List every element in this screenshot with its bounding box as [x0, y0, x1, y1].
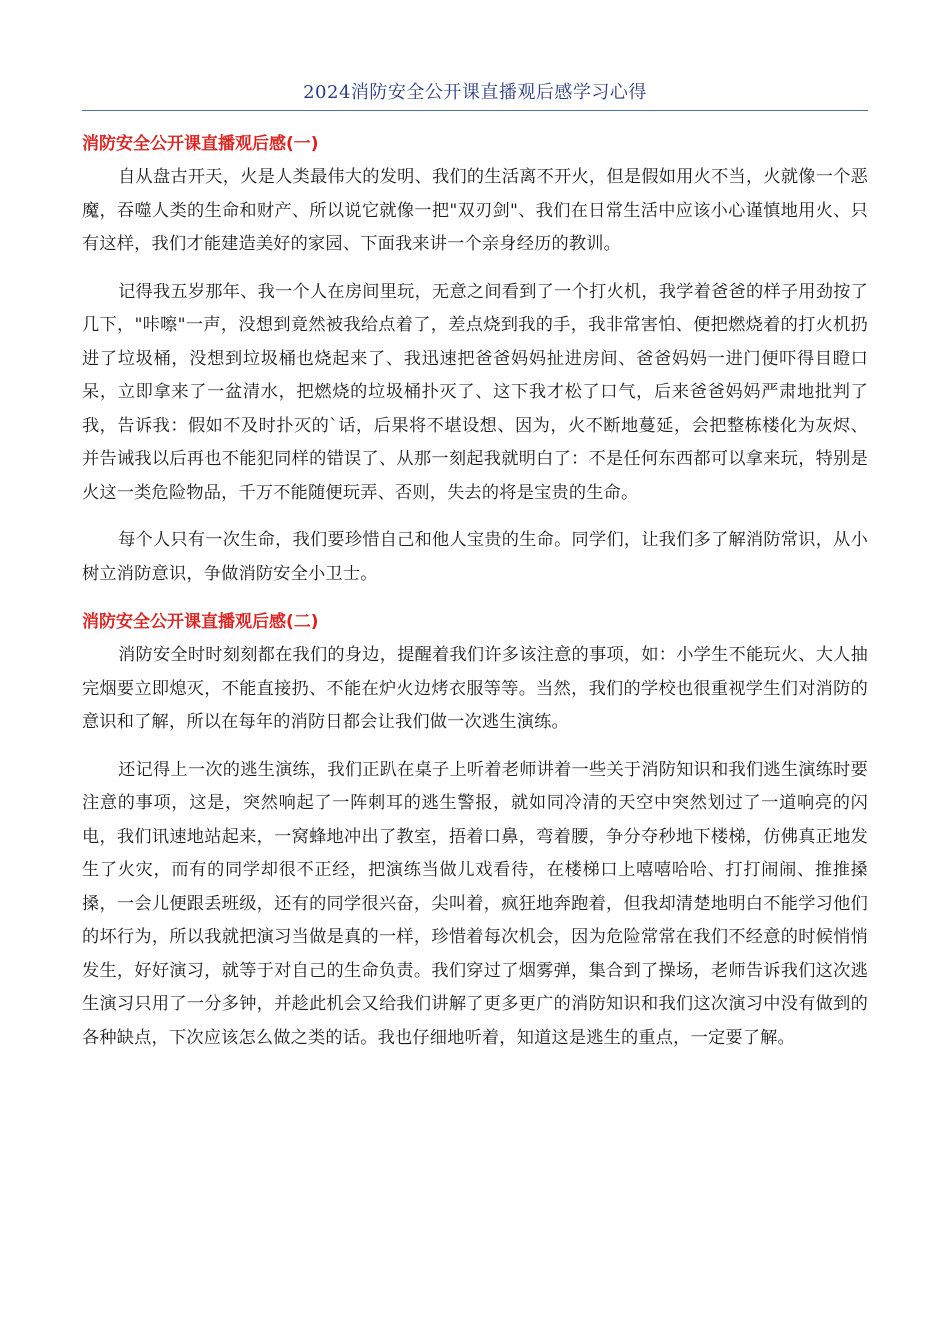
- paragraph: 消防安全时时刻刻都在我们的身边，提醒着我们许多该注意的事项，如：小学生不能玩火、大人抽完烟要立即熄灭，不能直接扔、不能在炉火边烤衣服等等。当然，我们的学校也很重视学生们对消防的意识和了解，所以在每年的消防日都会让我们做一次逃生演练。: [82, 645, 868, 732]
- paragraph: 还记得上一次的逃生演练，我们正趴在桌子上听着老师讲着一些关于消防知识和我们逃生演练时要注意的事项，这是，突然响起了一阵刺耳的逃生警报，就如同冷清的天空中突然划过了一道响亮的闪电，我们讯速地站起来，一窝蜂地冲出了教室，捂着口鼻，弯着腰，争分夺秒地下楼梯，仿佛真正地发生了火灾，而有的同学却很不正经，把演练当做儿戏看待，在楼梯口上嘻嘻哈哈、打打闹闹、推推搡搡，一会儿便跟丢班级，还有的同学很兴奋，尖叫着，疯狂地奔跑着，但我却清楚地明白不能学习他们的坏行为，所以我就把演习当做是真的一样，珍惜着每次机会，因为危险常常在我们不经意的时候悄悄发生，好好演习，就等于对自己的生命负责。我们穿过了烟雾弹，集合到了操场，老师告诉我们这次逃生演习只用了一分多钟，并趁此机会又给我们讲解了更多更广的消防知识和我们这次演习中没有做到的各种缺点，下次应该怎么做之类的话。我也仔细地听着，知道这是逃生的重点，一定要了解。: [82, 759, 868, 1048]
- section-2: [82, 609, 868, 1055]
- document-header-title: 2024消防安全公开课直播观后感学习心得: [82, 80, 868, 111]
- paragraph: 自从盘古开天，火是人类最伟大的发明、我们的生活离不开火，但是假如用火不当，火就像一个恶魔，吞噬人类的生命和财产、所以说它就像一把"双刃剑"、我们在日常生活中应该小心谨慎地用火、只有这样，我们才能建造美好的家园、下面我来讲一个亲身经历的教训。: [82, 167, 868, 254]
- section-title: 消防安全公开课直播观后感(二): [82, 612, 319, 632]
- section-title: 消防安全公开课直播观后感(一): [82, 134, 319, 154]
- section-1: [82, 131, 868, 591]
- paragraph: 每个人只有一次生命，我们要珍惜自己和他人宝贵的生命。同学们，让我们多了解消防常识，从小树立消防意识，争做消防安全小卫士。: [82, 530, 868, 584]
- paragraph: 记得我五岁那年、我一个人在房间里玩，无意之间看到了一个打火机，我学着爸爸的样子用劲按了几下，"咔嚓"一声，没想到竟然被我给点着了，差点烧到我的手，我非常害怕、便把燃烧着的打火机扔进了垃圾桶，没想到垃圾桶也烧起来了、我迅速把爸爸妈妈扯进房间、爸爸妈妈一进门便吓得目瞪口呆，立即拿来了一盆清水，把燃烧的垃圾桶扑灭了、这下我才松了口气，后来爸爸妈妈严肃地批判了我，告诉我：假如不及时扑灭的`话，后果将不堪设想、因为，火不断地蔓延，会把整栋楼化为灰烬、并告诫我以后再也不能犯同样的错误了、从那一刻起我就明白了：不是任何东西都可以拿来玩，特别是火这一类危险物品，千万不能随便玩弄、否则，失去的将是宝贵的生命。: [82, 281, 868, 503]
- document-page: [82, 80, 868, 1069]
